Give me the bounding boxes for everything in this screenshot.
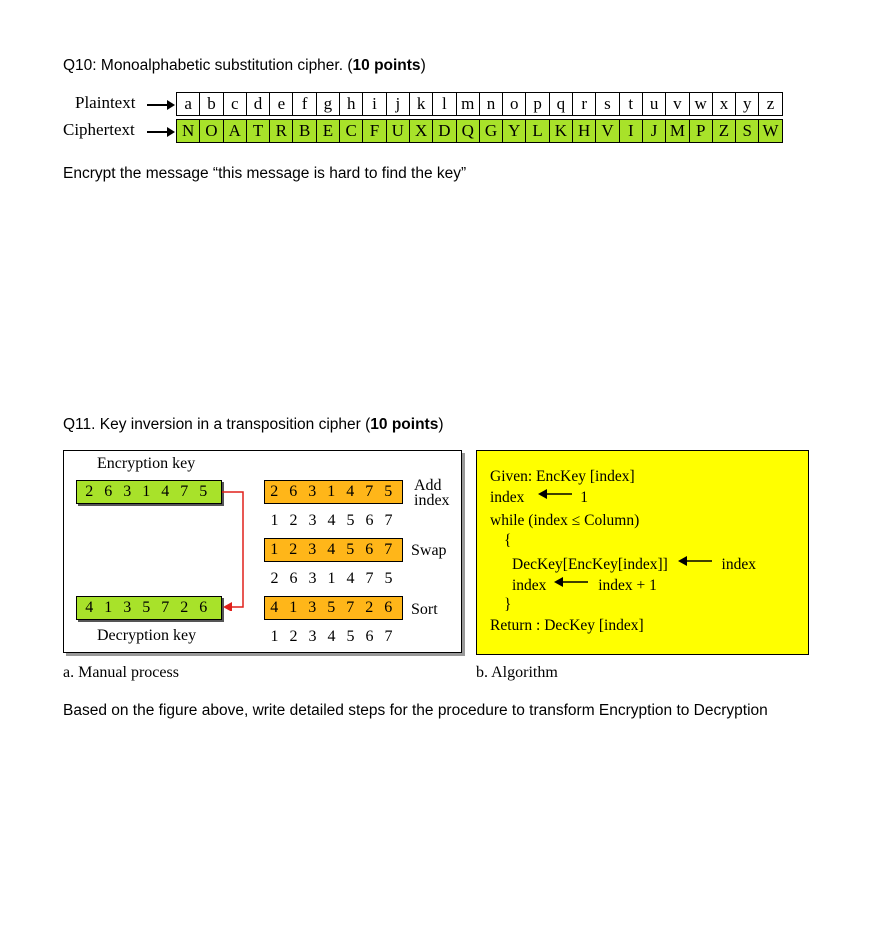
sort-box [264, 596, 403, 620]
key-digit: 6 [365, 512, 374, 529]
ciphertext-cell: R [269, 119, 293, 143]
key-digit: 3 [308, 570, 317, 587]
key-digit: 7 [365, 483, 374, 500]
key-digit: 5 [346, 541, 355, 558]
ciphertext-arrow-icon [147, 131, 173, 133]
key-digit: 5 [384, 483, 393, 500]
plaintext-row [177, 92, 783, 116]
key-digit: 4 [346, 570, 355, 587]
ciphertext-cell: L [525, 119, 549, 143]
key-digit: 1 [289, 599, 298, 616]
ciphertext-label: Ciphertext [63, 120, 135, 139]
algo-line-given: Given: EncKey [index] [490, 468, 635, 485]
key-digit: 1 [104, 599, 113, 616]
algo-init-left: index [490, 489, 525, 506]
plaintext-cell: w [689, 92, 713, 116]
left-arrow-icon [678, 553, 712, 571]
key-digit: 4 [327, 512, 336, 529]
plaintext-cell: n [479, 92, 503, 116]
plaintext-cell: k [409, 92, 433, 116]
algo-assign-right: index [721, 556, 756, 573]
plaintext-cell: q [549, 92, 573, 116]
algo-increment-right: index + 1 [598, 577, 657, 594]
key-digit: 4 [270, 599, 279, 616]
key-digit: 4 [327, 541, 336, 558]
algo-line-while: while (index ≤ Column) [490, 512, 640, 529]
swap-label: Swap [411, 542, 447, 559]
red-connector-arrow-icon [222, 489, 266, 611]
ciphertext-cell: E [316, 119, 340, 143]
key-digit: 1 [270, 512, 279, 529]
key-digit: 3 [308, 483, 317, 500]
key-digit: 5 [142, 599, 151, 616]
algo-increment-left: index [512, 577, 547, 594]
manual-process-figure [63, 450, 462, 653]
plaintext-arrow-icon [147, 104, 173, 106]
key-digit: 7 [365, 570, 374, 587]
ciphertext-cell: Y [502, 119, 526, 143]
key-digit: 2 [85, 483, 94, 500]
algo-assign-left: DecKey[EncKey[index]] [512, 556, 668, 573]
ciphertext-cell: X [409, 119, 433, 143]
ciphertext-cell: P [689, 119, 713, 143]
q11-points: 10 points [370, 416, 439, 433]
ciphertext-cell: U [386, 119, 410, 143]
q10-points: 10 points [352, 57, 421, 74]
key-digit: 6 [365, 628, 374, 645]
key-digit: 6 [289, 570, 298, 587]
q10-heading [63, 57, 426, 75]
key-digit: 6 [384, 599, 393, 616]
plaintext-cell: f [292, 92, 316, 116]
ciphertext-cell: C [339, 119, 363, 143]
plaintext-cell: o [502, 92, 526, 116]
q11-heading [63, 416, 444, 434]
caption-algorithm: b. Algorithm [476, 664, 558, 681]
encryption-key-label: Encryption key [97, 455, 196, 472]
key-digit: 3 [123, 599, 132, 616]
ciphertext-cell: N [176, 119, 200, 143]
plaintext-cell: l [432, 92, 456, 116]
ciphertext-row [177, 119, 783, 143]
plaintext-cell: i [362, 92, 386, 116]
key-digit: 4 [85, 599, 94, 616]
key-digit: 2 [289, 628, 298, 645]
key-digit: 5 [327, 599, 336, 616]
swap-box [264, 538, 403, 562]
ciphertext-cell: D [432, 119, 456, 143]
ciphertext-cell: G [479, 119, 503, 143]
ciphertext-cell: O [199, 119, 223, 143]
ciphertext-cell: H [572, 119, 596, 143]
plaintext-cell: d [246, 92, 270, 116]
algo-open-brace: { [504, 532, 512, 549]
algo-close-brace: } [504, 596, 512, 613]
key-digit: 5 [384, 570, 393, 587]
key-digit: 7 [346, 599, 355, 616]
key-digit: 1 [327, 483, 336, 500]
key-digit: 1 [327, 570, 336, 587]
add-index-box [264, 480, 403, 504]
ciphertext-cell: W [758, 119, 782, 143]
decryption-key-label: Decryption key [97, 627, 197, 644]
key-digit: 2 [365, 599, 374, 616]
plaintext-cell: p [525, 92, 549, 116]
key-digit: 2 [289, 512, 298, 529]
plaintext-cell: x [712, 92, 736, 116]
q11-heading-prefix: Q11. Key inversion in a transposition cipher ( [63, 416, 371, 433]
decryption-key-box [76, 596, 222, 620]
plaintext-cell: z [758, 92, 782, 116]
key-digit: 2 [270, 570, 279, 587]
left-arrow-icon [538, 486, 572, 504]
algo-line-init [490, 489, 588, 507]
plaintext-cell: t [619, 92, 643, 116]
key-digit: 1 [270, 628, 279, 645]
plaintext-cell: c [223, 92, 247, 116]
key-digit: 5 [199, 483, 208, 500]
key-digit: 1 [270, 541, 279, 558]
plaintext-cell: b [199, 92, 223, 116]
plaintext-cell: h [339, 92, 363, 116]
q11-heading-suffix: ) [438, 416, 444, 433]
plaintext-cell: e [269, 92, 293, 116]
plaintext-cell: a [176, 92, 200, 116]
plaintext-cell: m [456, 92, 480, 116]
left-arrow-icon [554, 574, 588, 592]
key-digit: 3 [308, 628, 317, 645]
ciphertext-cell: A [223, 119, 247, 143]
key-digit: 2 [289, 541, 298, 558]
ciphertext-cell: I [619, 119, 643, 143]
key-digit: 6 [289, 483, 298, 500]
key-digit: 7 [384, 512, 393, 529]
encryption-key-box [76, 480, 222, 504]
ciphertext-cell: J [642, 119, 666, 143]
key-digit: 2 [270, 483, 279, 500]
key-digit: 5 [346, 628, 355, 645]
key-digit: 3 [308, 512, 317, 529]
plaintext-cell: g [316, 92, 340, 116]
ciphertext-cell: Q [456, 119, 480, 143]
plaintext-label: Plaintext [75, 93, 136, 112]
key-digit: 7 [384, 541, 393, 558]
index-label: index [414, 492, 450, 509]
add-index-label [414, 478, 450, 508]
algo-init-right: 1 [580, 489, 588, 506]
algorithm-figure [476, 450, 809, 655]
key-digit: 7 [161, 599, 170, 616]
key-digit: 6 [199, 599, 208, 616]
key-digit: 3 [308, 599, 317, 616]
add-label: Add [414, 477, 442, 494]
q10-heading-suffix: ) [420, 57, 426, 74]
key-digit: 3 [308, 541, 317, 558]
q10-question: Encrypt the message “this message is hard to find the key” [63, 165, 467, 182]
plaintext-cell: v [665, 92, 689, 116]
plaintext-cell: r [572, 92, 596, 116]
ciphertext-cell: K [549, 119, 573, 143]
plaintext-cell: j [386, 92, 410, 116]
ciphertext-cell: M [665, 119, 689, 143]
q10-heading-prefix: Q10: Monoalphabetic substitution cipher. ( [63, 57, 353, 74]
step2-under-row [265, 570, 398, 588]
ciphertext-cell: Z [712, 119, 736, 143]
algo-line-assign [512, 556, 756, 574]
key-digit: 3 [123, 483, 132, 500]
plaintext-cell: s [595, 92, 619, 116]
ciphertext-cell: F [362, 119, 386, 143]
key-digit: 4 [327, 628, 336, 645]
key-digit: 2 [180, 599, 189, 616]
plaintext-cell: y [735, 92, 759, 116]
key-digit: 7 [384, 628, 393, 645]
algo-line-increment [512, 577, 657, 595]
key-digit: 1 [142, 483, 151, 500]
ciphertext-cell: B [292, 119, 316, 143]
key-digit: 7 [180, 483, 189, 500]
caption-manual-process: a. Manual process [63, 664, 179, 681]
key-digit: 6 [365, 541, 374, 558]
ciphertext-cell: T [246, 119, 270, 143]
step3-under-row [265, 628, 398, 646]
q11-question: Based on the figure above, write detailed steps for the procedure to transform Encryption to Decryption [63, 702, 768, 719]
step1-index-row [265, 512, 398, 530]
key-digit: 6 [104, 483, 113, 500]
plaintext-cell: u [642, 92, 666, 116]
sort-label: Sort [411, 601, 438, 618]
ciphertext-cell: V [595, 119, 619, 143]
key-digit: 5 [346, 512, 355, 529]
algo-line-return: Return : DecKey [index] [490, 617, 644, 634]
key-digit: 4 [161, 483, 170, 500]
ciphertext-cell: S [735, 119, 759, 143]
key-digit: 4 [346, 483, 355, 500]
